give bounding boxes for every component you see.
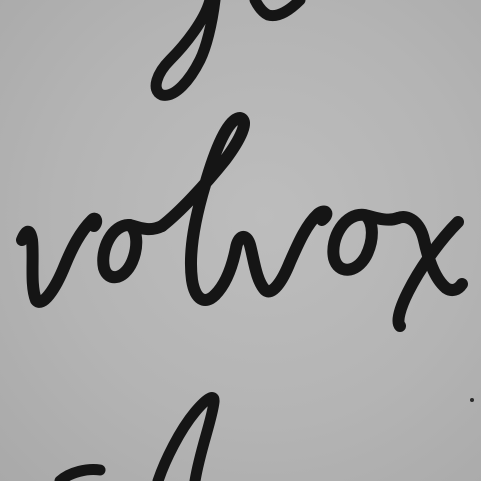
bottom-partial-stroke-2 (60, 469, 100, 481)
letter-o-2 (333, 215, 398, 270)
letter-v (22, 219, 96, 302)
top-partial-stroke-1 (156, 0, 215, 95)
top-partial-stroke-2 (255, 0, 300, 16)
handwritten-word-volvox (22, 118, 462, 326)
letter-o-1 (103, 225, 162, 277)
paper-speck (470, 398, 474, 402)
letter-v-2 (215, 212, 326, 295)
bottom-partial-stroke-1 (158, 397, 214, 481)
